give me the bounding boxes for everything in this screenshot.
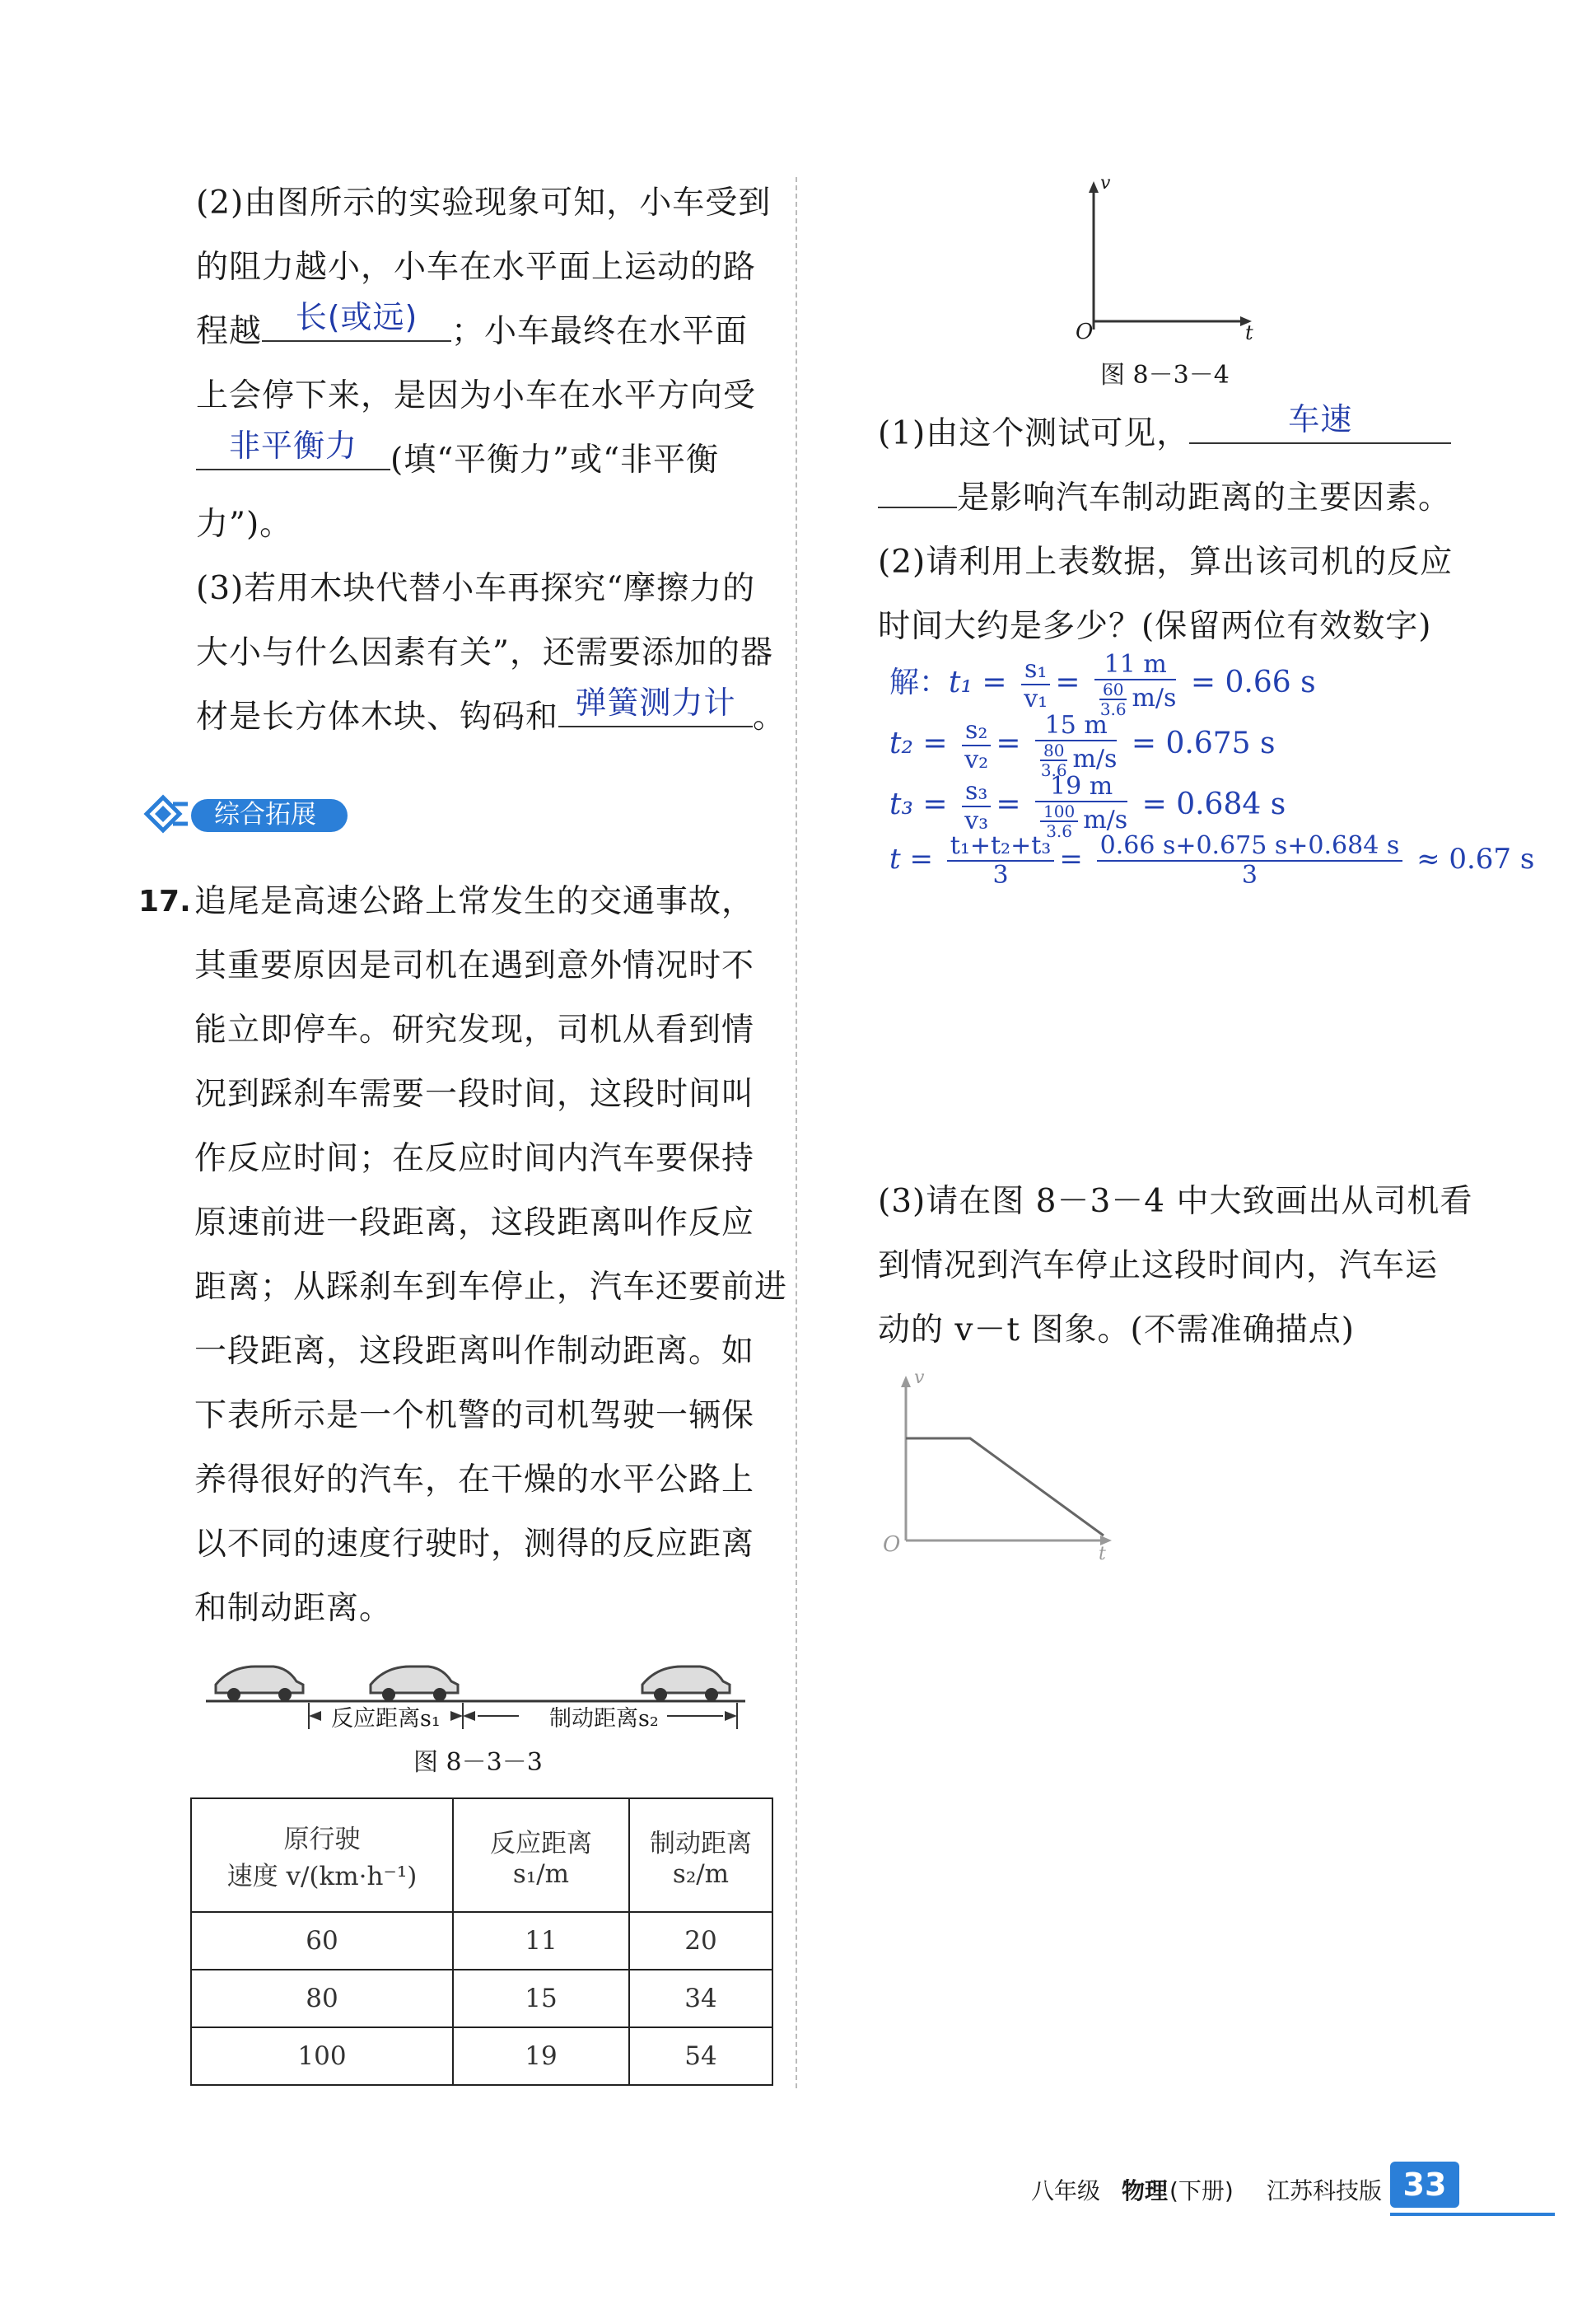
p3-line3: 动的 v－t 图象。(不需准确描点) [878,1311,1355,1349]
table-cell: 100 [191,2027,453,2085]
table-cell: 19 [453,2027,629,2085]
solution-line-3: t₃ = $\frac{\text{s₃}}{\text{v₃}}$ = 19 m $\frac{100}{3.6}$ m/s = 0.684 s [889,772,1286,841]
p1-line2: 是影响汽车制动距离的主要因素。 [878,466,1537,531]
q16-part3-line3: 材是长方体木块、钩码和 弹簧测力计 。 [196,685,786,736]
column-divider [796,177,797,2088]
answer-text-1: 长(或远) [295,299,418,335]
table-cell: 60 [191,1912,453,1970]
figure-8-3-3 [206,1643,749,1734]
vt-curve [906,1438,1104,1536]
page-number: 33 [1402,2167,1447,2203]
q16-part2-line4: 上会停下来，是因为小车在水平方向受 [196,377,757,414]
fig834-origin: O [1076,320,1094,344]
answer-blank-3[interactable] [558,685,753,727]
fig834-axis-t: t [1245,321,1253,344]
table-header-cell: 反应距离 s₁/m [453,1798,629,1912]
p2-line2: 时间大约是多少？(保留两位有效数字) [878,608,1432,645]
knot-icon [147,797,188,830]
vt-answer-graph [881,1367,1128,1565]
data-table [190,1797,773,2086]
q17-line: 作反应时间；在反应时间内汽车要保持 [194,1140,755,1177]
table-row [191,2027,772,2085]
p3-line2: 到情况到汽车停止这段时间内，汽车运 [878,1247,1439,1284]
q16-part3-line2: 大小与什么因素有关”，还需要添加的器 [196,634,773,671]
arrow-left-icon [463,1711,475,1721]
q17-line: 况到踩刹车需要一段时间，这段时间叫 [194,1076,755,1113]
q17-line: 养得很好的汽车，在干燥的水平公路上 [194,1461,755,1498]
q16-part3-line1: (3)若用木块代替小车再探究“摩擦力的 [196,570,756,607]
table-cell: 20 [629,1912,772,1970]
fig834-axis-v: v [1100,173,1111,194]
table-header-cell: 原行驶 速度 v/(km·h⁻¹) [191,1798,453,1912]
table-cell: 15 [453,1970,629,2027]
solution-line-1: 解：t₁ = $\frac{\text{s₁}}{\text{v₁}}$ = 11 m $\frac{60}{3.6}$ m/s = 0.66 s [889,650,1316,719]
figure-8-3-4 [1071,173,1260,346]
table-cell: 34 [629,1970,772,2027]
q16-part2-line1: (2)由图所示的实验现象可知，小车受到 [196,185,772,222]
right-text-block [878,402,1537,659]
answer-text-4: 车速 [1288,401,1353,437]
q17-number: 17. [138,885,191,919]
answer-text-2: 非平衡力 [228,428,357,464]
footer-volume: (下册) [1169,2177,1234,2204]
footer-rule [1390,2213,1555,2216]
q17-line: 追尾是高速公路上常发生的交通事故， [194,883,755,920]
answer-blank-4b[interactable] [878,474,957,508]
footer-subject: 物理 [1122,2177,1169,2204]
car-icon [642,1667,730,1701]
section-badge [140,791,352,837]
p1-line1: (1)由这个测试可见， 车速 [878,402,1537,466]
footer-grade: 八年级 [1031,2177,1101,2204]
fig833-reaction-label: 反应距离s₁ [331,1706,441,1732]
q16-part2-line6: 力”)。 [196,506,293,543]
answer-blank-4[interactable] [1189,401,1451,444]
p3-line1: (3)请在图 8－3－4 中大致画出从司机看 [878,1183,1473,1220]
q16-part2-line3: 程越 长(或远) ；小车最终在水平面 [196,299,749,350]
fig834-caption: 图 8－3－4 [1100,361,1230,390]
graph2-origin: O [883,1532,901,1557]
q17-line: 原速前进一段距离，这段距离叫作反应 [194,1204,755,1241]
table-cell: 11 [453,1912,629,1970]
section-label: 综合拓展 [214,800,316,830]
table-header-cell: 制动距离 s₂/m [629,1798,772,1912]
q16-part2-line2: 的阻力越小，小车在水平面上运动的路 [196,249,757,286]
table-cell: 80 [191,1970,453,2027]
arrow-right-icon [450,1711,463,1721]
q17-line: 距离；从踩刹车到车停止，汽车还要前进 [194,1269,788,1306]
q17-line: 以不同的速度行驶时，测得的反应距离 [194,1526,755,1563]
q17-text [194,870,787,1641]
answer-blank-1[interactable] [262,299,451,342]
table-cell: 54 [629,2027,772,2085]
q17-line: 能立即停车。研究发现，司机从看到情 [194,1012,755,1049]
arrow-left-icon [309,1711,321,1721]
p2-line1: (2)请利用上表数据，算出该司机的反应 [878,544,1454,581]
q17-line: 其重要原因是司机在遇到意外情况时不 [194,947,755,984]
q17-line: 和制动距离。 [194,1590,393,1627]
graph2-axis-t: t [1099,1544,1106,1564]
table-row [191,1970,772,2027]
answer-text-3: 弹簧测力计 [575,685,736,721]
answer-blank-2[interactable] [196,428,390,470]
table-header-row [191,1798,772,1912]
footer-publisher: 江苏科技版 [1267,2177,1383,2204]
left-column [196,171,786,750]
p3-block [878,1170,1537,1363]
fig833-caption: 图 8－3－3 [413,1748,543,1777]
q17-line: 下表所示是一个机警的司机驾驶一辆保 [194,1397,755,1434]
solution-line-2: t₂ = $\frac{\text{s₂}}{\text{v₂}}$ = 15 m $\frac{80}{3.6}$ m/s = 0.675 s [889,711,1276,780]
fig833-braking-label: 制动距离s₂ [549,1706,659,1732]
car-icon [216,1667,303,1701]
q16-part2-line5: 非平衡力 (填“平衡力”或“非平衡 [196,428,772,493]
page-number-badge [1390,2162,1459,2208]
graph2-axis-v: v [914,1367,925,1388]
solution-line-4: t = $\frac{\text{t₁+t₂+t₃}}{3}$ = $\frac{0.66 s+0.675 s+0.684 s}{3}$ ≈ 0.67 s [889,831,1535,890]
q17-line: 一段距离，这段距离叫作制动距离。如 [194,1333,755,1370]
car-icon [371,1667,458,1701]
table-row [191,1912,772,1970]
arrow-right-icon [725,1711,737,1721]
